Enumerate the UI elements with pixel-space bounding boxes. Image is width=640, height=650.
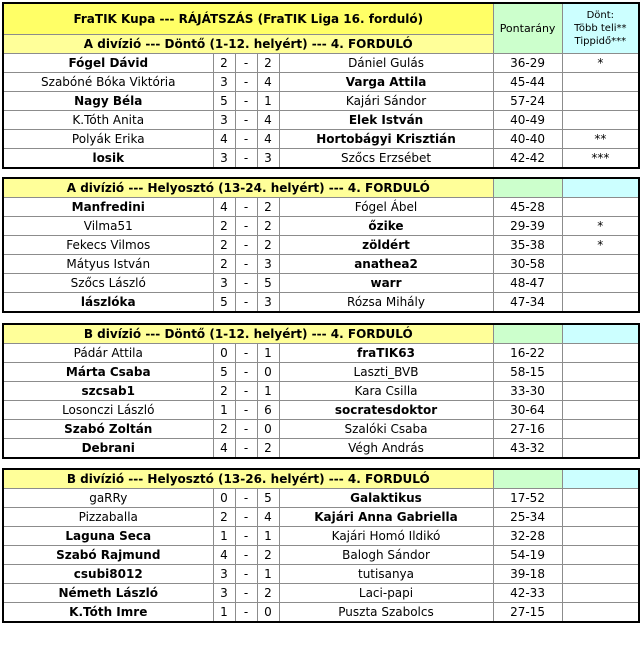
tiebreak-mark — [562, 508, 639, 527]
away-score: 0 — [257, 420, 279, 439]
point-ratio: 43-32 — [493, 439, 562, 459]
away-score: 2 — [257, 54, 279, 73]
home-score: 5 — [213, 363, 235, 382]
match-row — [3, 198, 639, 217]
score-separator: - — [235, 603, 257, 623]
away-player: Laszti_BVB — [279, 363, 493, 382]
match-row — [3, 217, 639, 236]
match-row — [3, 603, 639, 623]
away-score: 2 — [257, 546, 279, 565]
match-row — [3, 489, 639, 508]
match-row — [3, 546, 639, 565]
tiebreak-mark — [562, 344, 639, 363]
home-score: 2 — [213, 236, 235, 255]
score-separator: - — [235, 439, 257, 459]
away-player: Elek István — [279, 111, 493, 130]
home-player: Laguna Seca — [3, 527, 213, 546]
tiebreak-mark — [562, 401, 639, 420]
home-player: Szőcs László — [3, 274, 213, 293]
score-separator: - — [235, 130, 257, 149]
point-ratio: 57-24 — [493, 92, 562, 111]
match-row — [3, 54, 639, 73]
away-score: 4 — [257, 73, 279, 92]
score-separator: - — [235, 546, 257, 565]
match-row — [3, 130, 639, 149]
away-score: 0 — [257, 603, 279, 623]
tiebreak-header-blank — [562, 178, 639, 198]
home-score: 5 — [213, 92, 235, 111]
away-score: 5 — [257, 274, 279, 293]
match-row — [3, 293, 639, 313]
tiebreak-mark: ** — [562, 130, 639, 149]
away-player: fraTIK63 — [279, 344, 493, 363]
home-score: 0 — [213, 489, 235, 508]
home-score: 3 — [213, 111, 235, 130]
away-score: 5 — [257, 489, 279, 508]
home-player: Fekecs Vilmos — [3, 236, 213, 255]
point-ratio: 40-49 — [493, 111, 562, 130]
home-player: losik — [3, 149, 213, 169]
home-score: 4 — [213, 439, 235, 459]
point-ratio: 45-44 — [493, 73, 562, 92]
home-player: Debrani — [3, 439, 213, 459]
home-score: 2 — [213, 255, 235, 274]
score-separator: - — [235, 489, 257, 508]
home-player: K.Tóth Anita — [3, 111, 213, 130]
tiebreak-header-blank — [562, 324, 639, 344]
away-score: 2 — [257, 217, 279, 236]
score-separator: - — [235, 217, 257, 236]
away-player: Végh András — [279, 439, 493, 459]
away-player: Varga Attila — [279, 73, 493, 92]
tiebreak-mark — [562, 489, 639, 508]
score-separator: - — [235, 420, 257, 439]
home-player: Vilma51 — [3, 217, 213, 236]
away-player: warr — [279, 274, 493, 293]
away-score: 1 — [257, 92, 279, 111]
point-ratio: 30-58 — [493, 255, 562, 274]
match-row — [3, 92, 639, 111]
score-separator: - — [235, 382, 257, 401]
tiebreak-mark: * — [562, 217, 639, 236]
away-player: Balogh Sándor — [279, 546, 493, 565]
away-player: Kajári Homó Ildikó — [279, 527, 493, 546]
match-row — [3, 274, 639, 293]
point-ratio: 54-19 — [493, 546, 562, 565]
away-player: Szőcs Erzsébet — [279, 149, 493, 169]
home-player: Nagy Béla — [3, 92, 213, 111]
section-header: B divízió --- Döntő (1-12. helyért) --- 4. FORDULÓ — [3, 324, 493, 344]
score-separator: - — [235, 92, 257, 111]
tiebreak-mark — [562, 439, 639, 459]
section-a-placement — [2, 177, 640, 313]
tiebreak-note-header — [562, 3, 639, 54]
score-separator: - — [235, 255, 257, 274]
match-row — [3, 401, 639, 420]
score-separator: - — [235, 236, 257, 255]
home-player: Pizzaballa — [3, 508, 213, 527]
pontarany-header-blank — [493, 324, 562, 344]
match-row — [3, 363, 639, 382]
home-score: 3 — [213, 274, 235, 293]
match-row — [3, 527, 639, 546]
match-row — [3, 565, 639, 584]
point-ratio: 27-15 — [493, 603, 562, 623]
match-row — [3, 111, 639, 130]
point-ratio: 42-33 — [493, 584, 562, 603]
away-player: zöldért — [279, 236, 493, 255]
score-separator: - — [235, 401, 257, 420]
away-player: tutisanya — [279, 565, 493, 584]
home-player: Losonczi László — [3, 401, 213, 420]
score-separator: - — [235, 565, 257, 584]
home-player: Pádár Attila — [3, 344, 213, 363]
home-player: lászlóka — [3, 293, 213, 313]
section-header: B divízió --- Helyosztó (13-26. helyért) --- 4. FORDULÓ — [3, 469, 493, 489]
home-player: Mátyus István — [3, 255, 213, 274]
away-score: 3 — [257, 293, 279, 313]
match-row — [3, 73, 639, 92]
away-player: Laci-papi — [279, 584, 493, 603]
home-score: 2 — [213, 420, 235, 439]
home-player: csubi8012 — [3, 565, 213, 584]
tiebreak-mark: *** — [562, 149, 639, 169]
away-player: Szalóki Csaba — [279, 420, 493, 439]
home-score: 4 — [213, 198, 235, 217]
away-player: Puszta Szabolcs — [279, 603, 493, 623]
tiebreak-mark — [562, 382, 639, 401]
point-ratio: 16-22 — [493, 344, 562, 363]
tiebreak-mark — [562, 565, 639, 584]
away-player: Fógel Ábel — [279, 198, 493, 217]
tiebreak-mark — [562, 92, 639, 111]
match-row — [3, 149, 639, 169]
away-player: Dániel Gulás — [279, 54, 493, 73]
away-score: 1 — [257, 527, 279, 546]
away-player: Hortobágyi Krisztián — [279, 130, 493, 149]
away-player: anathea2 — [279, 255, 493, 274]
pontarany-header: Pontarány — [493, 3, 562, 54]
tiebreak-mark — [562, 527, 639, 546]
score-separator: - — [235, 527, 257, 546]
match-row — [3, 344, 639, 363]
point-ratio: 42-42 — [493, 149, 562, 169]
home-score: 3 — [213, 584, 235, 603]
home-score: 3 — [213, 149, 235, 169]
tiebreak-mark — [562, 198, 639, 217]
score-separator: - — [235, 54, 257, 73]
pontarany-header-blank — [493, 178, 562, 198]
away-score: 4 — [257, 130, 279, 149]
tiebreak-mark — [562, 363, 639, 382]
home-player: Fógel Dávid — [3, 54, 213, 73]
tiebreak-mark — [562, 111, 639, 130]
tiebreak-mark — [562, 293, 639, 313]
home-score: 1 — [213, 527, 235, 546]
home-score: 2 — [213, 54, 235, 73]
home-score: 0 — [213, 344, 235, 363]
section-a-final — [2, 2, 640, 169]
point-ratio: 40-40 — [493, 130, 562, 149]
section-header: A divízió --- Helyosztó (13-24. helyért) --- 4. FORDULÓ — [3, 178, 493, 198]
tiebreak-mark — [562, 546, 639, 565]
score-separator: - — [235, 363, 257, 382]
home-score: 1 — [213, 401, 235, 420]
score-separator: - — [235, 111, 257, 130]
score-separator: - — [235, 344, 257, 363]
home-player: Szabó Zoltán — [3, 420, 213, 439]
tiebreak-header-blank — [562, 469, 639, 489]
score-separator: - — [235, 584, 257, 603]
tiebreak-mark — [562, 274, 639, 293]
match-row — [3, 382, 639, 401]
tiebreak-mark — [562, 420, 639, 439]
point-ratio: 48-47 — [493, 274, 562, 293]
match-row — [3, 439, 639, 459]
home-score: 1 — [213, 603, 235, 623]
away-score: 0 — [257, 363, 279, 382]
home-score: 3 — [213, 565, 235, 584]
match-row — [3, 420, 639, 439]
away-score: 2 — [257, 584, 279, 603]
home-score: 2 — [213, 508, 235, 527]
point-ratio: 27-16 — [493, 420, 562, 439]
section-b-placement — [2, 468, 640, 623]
home-score: 2 — [213, 382, 235, 401]
match-row — [3, 255, 639, 274]
tiebreak-mark — [562, 255, 639, 274]
away-score: 2 — [257, 439, 279, 459]
home-score: 4 — [213, 546, 235, 565]
score-separator: - — [235, 149, 257, 169]
point-ratio: 29-39 — [493, 217, 562, 236]
away-score: 1 — [257, 565, 279, 584]
home-player: Manfredini — [3, 198, 213, 217]
home-score: 4 — [213, 130, 235, 149]
tiebreak-mark: * — [562, 236, 639, 255]
point-ratio: 32-28 — [493, 527, 562, 546]
home-player: K.Tóth Imre — [3, 603, 213, 623]
point-ratio: 39-18 — [493, 565, 562, 584]
home-score: 5 — [213, 293, 235, 313]
home-player: Márta Csaba — [3, 363, 213, 382]
match-row — [3, 236, 639, 255]
home-player: gaRRy — [3, 489, 213, 508]
away-player: Kajári Anna Gabriella — [279, 508, 493, 527]
match-row — [3, 584, 639, 603]
score-separator: - — [235, 293, 257, 313]
score-separator: - — [235, 198, 257, 217]
point-ratio: 35-38 — [493, 236, 562, 255]
page-title: FraTIK Kupa --- RÁJÁTSZÁS (FraTIK Liga 16. forduló) — [3, 3, 493, 35]
away-score: 2 — [257, 236, 279, 255]
point-ratio: 58-15 — [493, 363, 562, 382]
tiebreak-mark — [562, 584, 639, 603]
away-player: Rózsa Mihály — [279, 293, 493, 313]
score-separator: - — [235, 508, 257, 527]
point-ratio: 30-64 — [493, 401, 562, 420]
away-player: Galaktikus — [279, 489, 493, 508]
point-ratio: 45-28 — [493, 198, 562, 217]
home-player: Szabó Rajmund — [3, 546, 213, 565]
home-player: Németh László — [3, 584, 213, 603]
away-player: őzike — [279, 217, 493, 236]
home-player: szcsab1 — [3, 382, 213, 401]
tiebreak-note-text: Dönt: Több teli** Tippidő*** — [574, 10, 627, 47]
tiebreak-mark — [562, 73, 639, 92]
score-separator: - — [235, 73, 257, 92]
score-separator: - — [235, 274, 257, 293]
pontarany-header-blank — [493, 469, 562, 489]
away-score: 1 — [257, 382, 279, 401]
away-player: Kajári Sándor — [279, 92, 493, 111]
away-score: 6 — [257, 401, 279, 420]
match-row — [3, 508, 639, 527]
point-ratio: 36-29 — [493, 54, 562, 73]
away-score: 3 — [257, 255, 279, 274]
away-score: 4 — [257, 508, 279, 527]
tiebreak-mark — [562, 603, 639, 623]
home-score: 2 — [213, 217, 235, 236]
away-player: Kara Csilla — [279, 382, 493, 401]
point-ratio: 25-34 — [493, 508, 562, 527]
point-ratio: 33-30 — [493, 382, 562, 401]
section-b-final — [2, 323, 640, 459]
away-score: 2 — [257, 198, 279, 217]
away-score: 3 — [257, 149, 279, 169]
home-score: 3 — [213, 73, 235, 92]
section-header: A divízió --- Döntő (1-12. helyért) --- 4. FORDULÓ — [3, 35, 493, 54]
away-player: socratesdoktor — [279, 401, 493, 420]
point-ratio: 47-34 — [493, 293, 562, 313]
away-score: 1 — [257, 344, 279, 363]
point-ratio: 17-52 — [493, 489, 562, 508]
home-player: Szabóné Bóka Viktória — [3, 73, 213, 92]
away-score: 4 — [257, 111, 279, 130]
home-player: Polyák Erika — [3, 130, 213, 149]
tiebreak-mark: * — [562, 54, 639, 73]
